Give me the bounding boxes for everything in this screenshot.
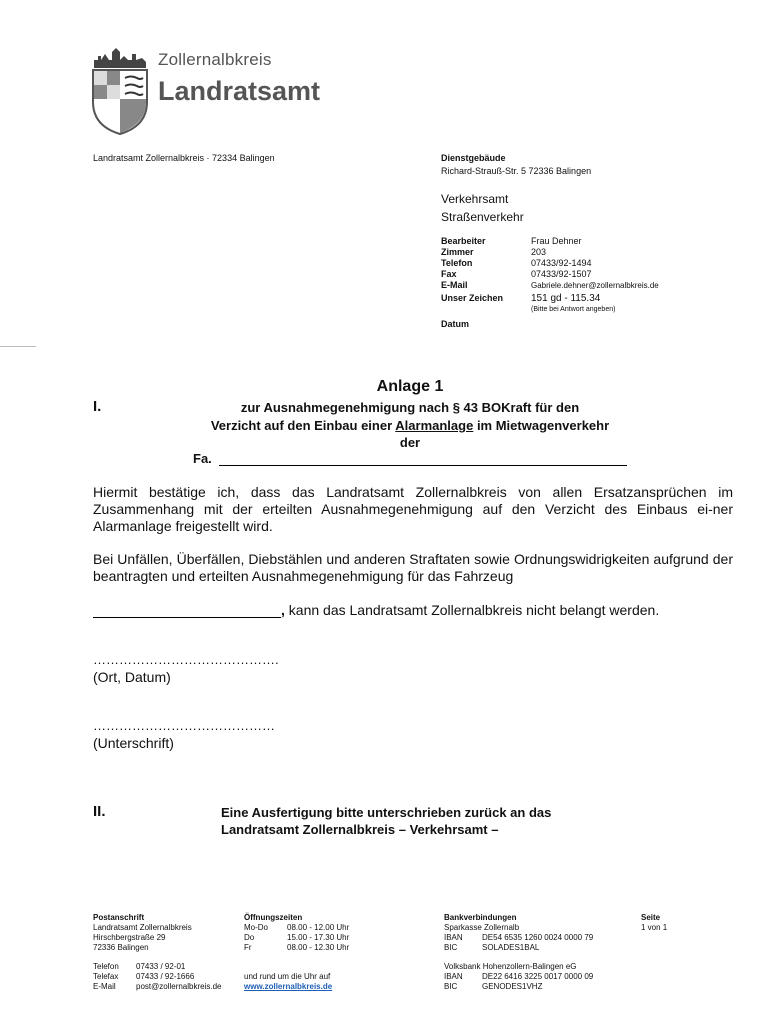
company-name-field[interactable] — [219, 451, 627, 466]
vehicle-line: , kann das Landratsamt Zollernalbkreis nicht belangt werden. — [93, 601, 659, 618]
sender-address-line: Landratsamt Zollernalbkreis · 72334 Balingen — [93, 153, 275, 163]
reference-label: Unser Zeichen — [441, 293, 504, 303]
annex-subtitle-line3: der — [399, 435, 421, 450]
bearbeiter-label: Bearbeiter — [441, 236, 486, 246]
unit-name: Straßenverkehr — [441, 210, 524, 224]
fold-mark — [0, 346, 36, 347]
postal-line: Landratsamt Zollernalbkreis — [93, 923, 192, 932]
return-instruction-line2: Landratsamt Zollernalbkreis – Verkehrsamt – — [221, 822, 499, 837]
paragraph-exemption: Hiermit bestätige ich, dass das Landratsamt Zollernalbkreis von allen Ersatzansprüchen im Zusammenhang mit der erteilten Ausnahmegenehmigung auf den Verzicht des Einbaus ei-ner Alarmanlage freigestellt wird. — [93, 484, 733, 534]
reference-value: 151 gd - 115.34 — [531, 293, 601, 304]
footer-mail-value[interactable]: post@zollernalbkreis.de — [136, 982, 222, 991]
date-label: Datum — [441, 319, 470, 329]
telefon-value: 07433/92-1494 — [531, 258, 592, 268]
office-heading: Dienstgebäude — [441, 153, 506, 163]
page-number: 1 von 1 — [641, 923, 668, 932]
office-address: Richard-Strauß-Str. 5 72336 Balingen — [441, 166, 592, 176]
bank1-bic-label: BIC — [444, 943, 458, 952]
always-open-text: und rund um die Uhr auf — [244, 972, 331, 981]
fax-value: 07433/92-1507 — [531, 269, 592, 279]
bank2-name: Volksbank Hohenzollern-Balingen eG — [444, 962, 577, 971]
footer-postal — [93, 913, 192, 953]
reference-block — [441, 293, 615, 315]
logo — [90, 46, 330, 136]
bank1-iban-label: IBAN — [444, 933, 463, 942]
logo-office-name: Landratsamt — [158, 76, 321, 106]
vehicle-line-text: kann das Landratsamt Zollernalbkreis nicht belangt werden. — [284, 602, 660, 618]
page-heading: Seite — [641, 913, 661, 922]
annex-subtitle-line2: Verzicht auf den Einbau einer Alarmanlage im Mietwagenverkehr — [210, 418, 610, 433]
bank2-bic-label: BIC — [444, 982, 458, 991]
signature-dots[interactable]: …………………………………… — [93, 718, 275, 733]
postal-line: 72336 Balingen — [93, 943, 149, 952]
contact-block — [441, 236, 659, 291]
hours-day: Mo-Do — [244, 923, 269, 932]
fax-label: Fax — [441, 269, 457, 279]
hours-time: 08.00 - 12.30 Uhr — [287, 943, 350, 952]
place-date-label: (Ort, Datum) — [93, 669, 171, 685]
bank2-bic: GENODES1VHZ — [482, 982, 543, 991]
bank-heading: Bankverbindungen — [444, 913, 517, 922]
paragraph-incidents: Bei Unfällen, Überfällen, Diebstählen und anderen Straftaten sowie Ordnungswidrigkeiten aufgrund der beantragten und erteilten Ausnahmegenehmigung für das Fahrzeug — [93, 551, 733, 584]
bank1-name: Sparkasse Zollernalb — [444, 923, 520, 932]
footer-contacts — [93, 962, 222, 992]
hours-time: 15.00 - 17.30 Uhr — [287, 933, 350, 942]
footer-phone-value: 07433 / 92-01 — [136, 962, 186, 971]
logo-district-name: Zollernalbkreis — [158, 50, 272, 69]
footer-fax-value: 07433 / 92-1666 — [136, 972, 195, 981]
email-value: Gabriele.dehner@zollernalbkreis.de — [531, 281, 659, 290]
hours-heading: Öffnungszeiten — [244, 913, 303, 922]
section-two-numeral: II. — [93, 803, 106, 820]
bank1-bic: SOLADES1BAL — [482, 943, 540, 952]
postal-line: Hirschbergstraße 29 — [93, 933, 166, 942]
footer-phone-label: Telefon — [93, 962, 119, 971]
footer-mail-label: E-Mail — [93, 982, 116, 991]
zimmer-value: 203 — [531, 247, 547, 257]
website-link[interactable]: www.zollernalbkreis.de — [244, 982, 333, 991]
return-instruction-line1: Eine Ausfertigung bitte unterschrieben zurück an das — [221, 805, 552, 820]
footer-hours — [244, 913, 349, 953]
footer-fax-label: Telefax — [93, 972, 119, 981]
footer-bank — [444, 913, 593, 953]
zimmer-label: Zimmer — [441, 247, 474, 257]
postal-heading: Postanschrift — [93, 913, 145, 922]
footer-bank2 — [444, 962, 593, 992]
coat-of-arms-icon — [90, 46, 150, 136]
hours-time: 08.00 - 12.00 Uhr — [287, 923, 350, 932]
reference-note: (Bitte bei Antwort angeben) — [531, 306, 616, 313]
annex-title: Anlage 1 — [376, 378, 444, 395]
telefon-label: Telefon — [441, 258, 473, 268]
bearbeiter-value: Frau Dehner — [531, 236, 582, 246]
alarm-system-term: Alarmanlage — [395, 418, 474, 433]
place-date-dots[interactable]: ……………………………………. — [93, 652, 279, 667]
bank1-iban: DE54 6535 1260 0024 0000 79 — [482, 933, 594, 942]
section-one-numeral: I. — [93, 398, 102, 415]
hours-day: Fr — [244, 943, 252, 952]
signature-label: (Unterschrift) — [93, 735, 174, 751]
company-label: Fa. — [193, 451, 212, 466]
annex-subtitle-line1: zur Ausnahmegenehmigung nach § 43 BOKraft für den — [240, 400, 580, 415]
footer-page — [641, 913, 667, 933]
bank2-iban: DE22 6416 3225 0017 0000 09 — [482, 972, 594, 981]
department-name: Verkehrsamt — [441, 192, 509, 206]
hours-day: Do — [244, 933, 255, 942]
email-label: E-Mail — [441, 280, 468, 290]
bank2-iban-label: IBAN — [444, 972, 463, 981]
company-line — [193, 451, 627, 466]
vehicle-field[interactable] — [93, 601, 281, 618]
